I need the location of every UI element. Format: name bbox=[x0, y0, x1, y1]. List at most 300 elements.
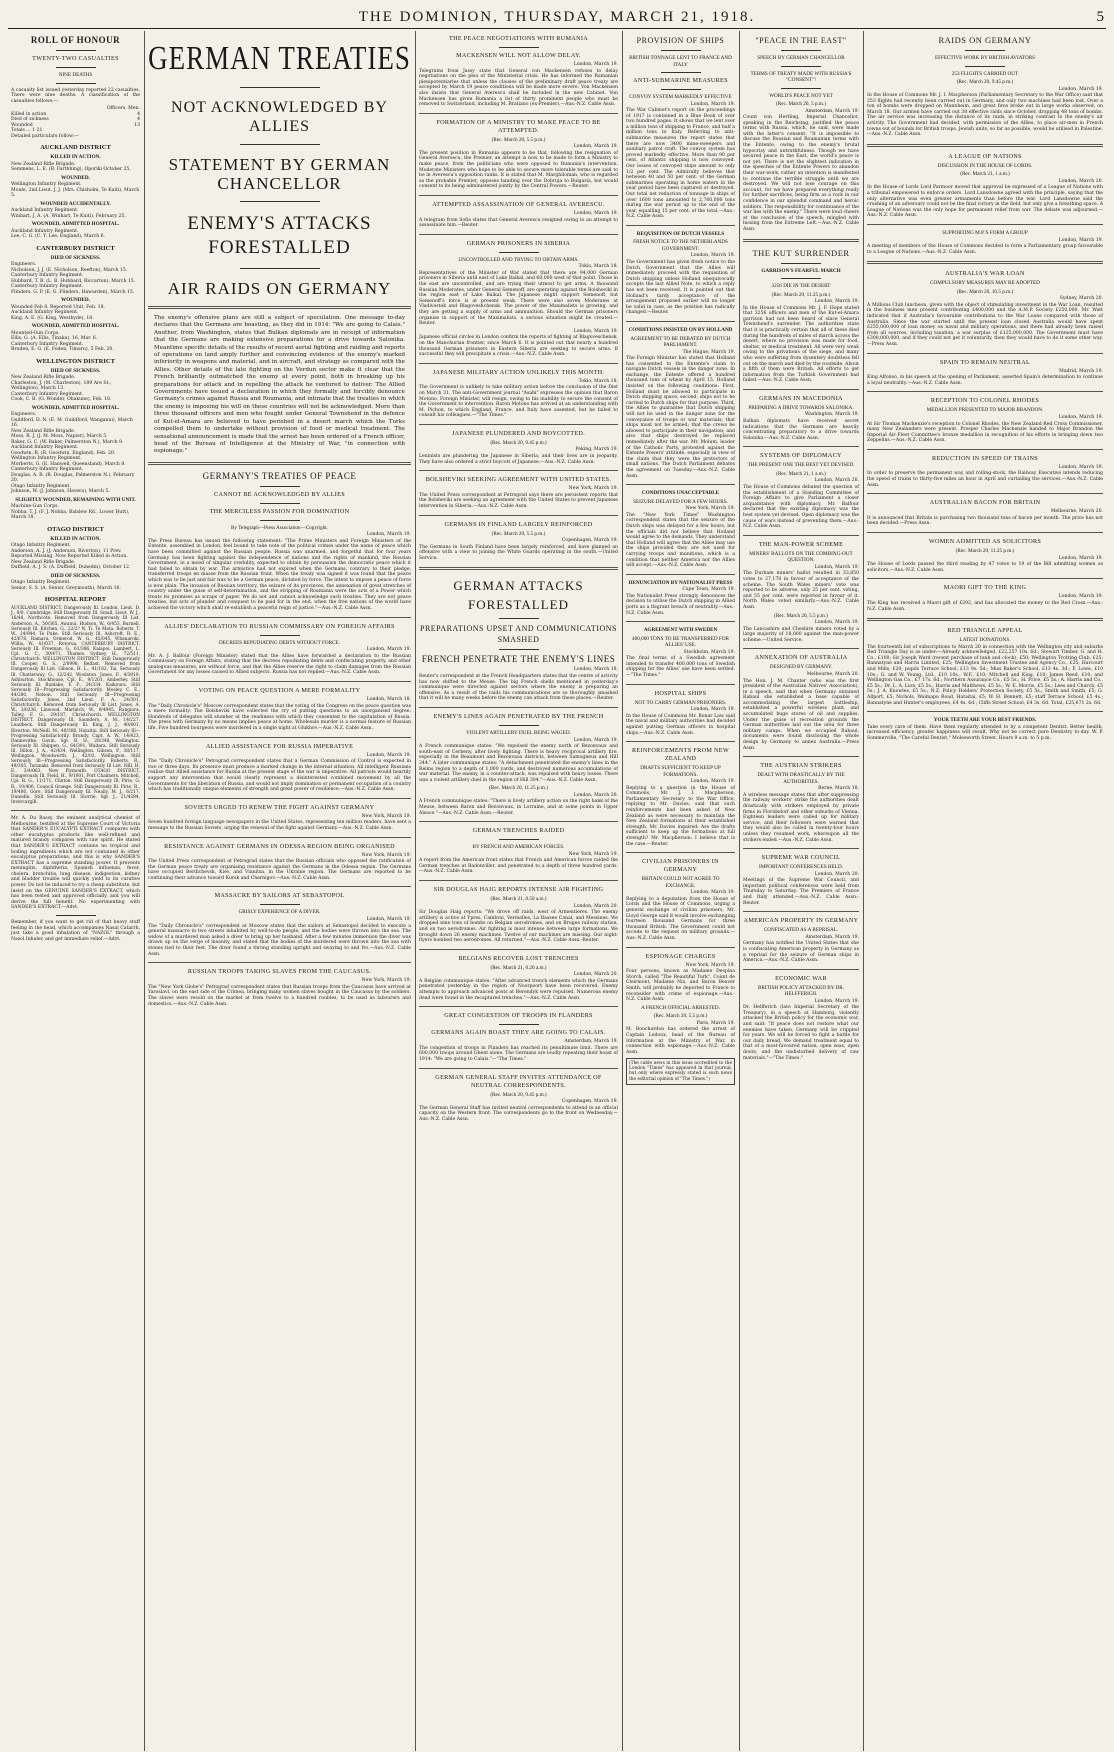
list-item: Nicholson, J. J. (E. Nicholson, Reefton), March 15. bbox=[11, 267, 128, 273]
headline-2: NOT ACKNOWLEDGED BY ALLIES bbox=[171, 99, 388, 135]
dateline: Peking, March 19. bbox=[575, 447, 618, 453]
dateline: (Rec. March 20, 5.5 p.m.) bbox=[491, 136, 546, 143]
dateline: (Rec. March 20, 5.5 p.m.) bbox=[774, 612, 828, 619]
dateline: London, March 19. bbox=[690, 890, 735, 896]
article-text: A telegram from Sofia states that General Averescu resigned owing to an attempt to assassinate him.—Reuter. bbox=[419, 217, 618, 229]
article-headline: A FRENCH OFFICIAL ARRESTED. bbox=[641, 1004, 720, 1011]
roll-sub2: NINE DEATHS bbox=[58, 72, 93, 78]
dateline: London, March 20. bbox=[573, 972, 618, 978]
article-text: A French communique states: "We repulsed the enemy north of Bezonvaux and south-east of Cerbeny, after lively fighting. There is heavy reciprocal artillery fire, especially in the Beaumont and Bezonvaux districts, between Samogneux and Hill 344." A later communique states: "A detachment penetrated the enemy's lines in the Reims region to a depth of 1,000 yards, and destroyed numerous accumulations of war material. The enemy, in a counter-attack, was repulsed with heavy losses. There was a violent artillery duel in the region of Hill 304."—Aus.-N.Z. Cable Assn. bbox=[419, 744, 618, 783]
article-headline: JAPANESE PLUNDERED AND BOYCOTTED. bbox=[451, 429, 586, 437]
article-text: The Government is unlikely to take military action before the conclusion of the Diet on March 31. The anti-Government journal "Asahi" expresses the opinion that Baron Motono, Foreign Minister, will resign, owing to his inability to secure the consent of the Government to intervention. Baron Motono has arrived at an understanding with M. Pichon, to which England, France, and Italy have assented, but he failed to consult his colleagues.—"The Times." bbox=[419, 385, 618, 419]
s5-text: Seven hundred foreign language newspapers in the United States, representing ten million readers, have sent a message to the Russian Soviets, urging the renewal of the fight against Germany.—Aus.-N.Z. Cable Assn. bbox=[148, 820, 411, 831]
article-text: A Millions Club luncheon, given with the object of stimulating investment in the War Loan, resulted in the business men present contributing £400,000 and the A.M.P. Society £250,000. Mr. Watt indicated that if Australia's favourable contributions to the War Loans compared with those of Australia. Since the war started until the present loan closed Australia would have spent £255,000,000 of loan money on naval and military operations, and there had already been raised from all sources, including taxation, a war surplus of £125,000,000. The Government must have £300,000,000, and if they could not get it voluntarily, then they would have to do it some other way.—Press Assn. bbox=[867, 302, 1103, 348]
list-item: Moss, R. J. (J. M. Moss, Napier), March 5. bbox=[11, 434, 108, 440]
casualty-category: KILLED IN ACTION. bbox=[50, 154, 101, 161]
article-text: Meetings of the Supreme War Council, and important political conferences were held from Thursday to Saturday. The Premiers of France and Italy attended.—Aus.-N.Z. Cable Assn.-Reuter. bbox=[743, 878, 859, 906]
article-headline: CONDITIONS UNACCEPTABLE bbox=[641, 490, 720, 497]
list-item: Otago Infantry Regiment. bbox=[11, 543, 71, 549]
dateline: London, March 19. bbox=[573, 144, 618, 150]
big-sub: PREPARATIONS UPSET AND COMMUNICATIONS SMASHED bbox=[420, 624, 617, 645]
headline-4: ENEMY'S ATTACKS FORESTALLED bbox=[187, 213, 372, 258]
s1-headline: GERMANY'S TREATIES OF PEACE bbox=[202, 470, 357, 481]
dateline: London, March 19. bbox=[1058, 555, 1103, 561]
list-item: Auckland Infantry Regiment. bbox=[11, 310, 79, 316]
list-item: Douglas, A. R. (R. Douglas, Palmerston N.), February 20. bbox=[11, 472, 135, 484]
roll-detail: Detailed particulars follow:— bbox=[11, 133, 80, 139]
list-item: Wounded Feb 8. Reported Unit, Feb. 18. bbox=[11, 304, 105, 310]
dateline: London, March 19. bbox=[1058, 237, 1103, 243]
article-headline: SUPPORTING M.P.'S FORM A GROUP bbox=[942, 230, 1028, 236]
dateline: Tokio, March 18. bbox=[578, 378, 618, 384]
dateline: Madrid, March 19. bbox=[1059, 368, 1103, 374]
c6-sub2: 253 FLIGHTS CARRIED OUT bbox=[951, 70, 1019, 77]
article-headline: ESPIONAGE CHARGES bbox=[645, 952, 716, 960]
article-text: Dr. Helfferich (late Imperial Secretary of the Treasury), in a speech at Hamburg, violently attacked the British policy for the economic war, and said: "If peace does not restore what our enemies have taken, Germany will be crippled for years. We will be forced to fight a battle for our daily bread. We demand treatment equal to that of a most-favoured nation, open seas, open doors, and the undisturbed delivery of raw materials."—"The Times." bbox=[743, 1005, 859, 1061]
district-heading: OTAGO DISTRICT bbox=[47, 525, 104, 533]
dateline: Copenhagen, March 19. bbox=[561, 538, 618, 544]
c4-title: PROVISION OF SHIPS bbox=[636, 36, 725, 45]
s7-date: London, March 19. bbox=[366, 916, 411, 922]
column-roll-of-honour bbox=[8, 31, 143, 1751]
article-headline: THE KUT SURRENDER bbox=[752, 247, 850, 258]
article-headline: BELGIANS RECOVER LOST TRENCHES bbox=[458, 954, 579, 962]
article-text: Japanese official circles in London confirm the reports of fighting at Blagoveschensk, on the Manchurian frontier, since March 6. It is pointed out that nearly a hundred thousand German prisoners in Eastern Siberia are seeking to secure arms. If successful they will precipitate a crisis.—Aus.-N.Z. Cable Assn. bbox=[419, 335, 618, 358]
s1-text: The Press Bureau has issued the following statement: "The Prime Ministers and Foreign Ministers of the Entente, assembled in London, feel bound to take note of the political crimes under the name of peace which have been committed against the Russian people. Russia was unarmed, and forgetful that for four years Germany has been fighting against the independence of nations and the rights of mankind, the Russian Government, in a mood of singular credulity, expected to obtain by persuasion the democratic peace which it had failed to obtain by war. The armistice had not expired when the Germans, contrary to their pledge, transferred troops en masse from the Russian front. When the treaty was signed it was found that the peace which was to be just and fair was to be a German peace, dictated by force. The intent to impose a peace of force is now plain. The invasion of Russian territory, the seizure of its provinces, the annexation of great stretches of country under the guise of self-determination, and the stripping of Roumania were the acts of a Power which treats its promises as scraps of paper. We do not and cannot acknowledge such treaties. They are not peace treaties, but acts of plunder and conquest to be paid for in the end, when the free nations of the world have achieved the victory which shall re-establish a peaceful reign of justice."—Aus.-N.Z. Cable Assn. bbox=[148, 538, 411, 611]
s2-headline: ALLIES' DECLARATION TO RUSSIAN COMMISSARY ON FOREIGN AFFAIRS bbox=[164, 622, 395, 630]
article-text: The Lancashire and Cheshire miners voted by a large majority of 18,000 against the man-power scheme.—United Service. bbox=[743, 626, 859, 643]
article-headline: REDUCTION IN SPEED OF TRAINS bbox=[932, 454, 1038, 462]
column-german-treaties bbox=[145, 31, 414, 1751]
article-headline: SUPREME WAR COUNCIL bbox=[761, 854, 841, 862]
list-item: New Zealand Rifle Brigade. bbox=[11, 161, 76, 167]
article-subhead: 3256 DIE IN THE DESERT bbox=[771, 283, 831, 290]
list-item: Auckland Infantry Regiment. bbox=[11, 208, 79, 214]
masthead bbox=[8, 6, 1106, 29]
list-item: Guildford, D. N. (E. M. Guildford, Wanganui), March 16. bbox=[11, 417, 133, 429]
article-subhead: GARRISON'S FEARFUL MARCH bbox=[761, 267, 841, 274]
c5-sub2: TERMS OF TREATY MADE WITH RUSSIA'S "CONSENT"! bbox=[750, 70, 852, 83]
list-item: Canterbury Infantry Regiment. bbox=[11, 467, 84, 473]
s3-text: The "Daily Chronicle's" Moscow correspondent states that the voting of the Congress on the peace question was a mere formality. The Bolsheviki have collected the cry of putting questions to an unorganised degree. Hundreds of delegates will slumber at the readiness with which they consented to the capitulation of Russia. The press with Germany by no means implies peace at home. Wholesale murder is a normal feature of Russian life. Five hundred bourgeois were murdered in a single night at Glukhov.—Aus.-N.Z. Cable Assn. bbox=[148, 703, 411, 731]
article-text: The Germans in South Finland have been largely reinforced, and have planned an offensive with a view to joining the White Guards operating in the south.—United Service. bbox=[419, 544, 618, 561]
article-text: The House of Lords passed the third reading by 47 votes to 19 of the Bill admitting women as solicitors.—Aus.-N.Z. Cable Assn. bbox=[867, 562, 1103, 573]
s5-date: New York, March 19. bbox=[361, 813, 411, 819]
article-text: A wireless message states that after suppressing the railway workers' strike the authorities dealt drastically with strikers employed by private firms in Floridsdorf and other suburbs of Vienna. Eighteen leaders were called up for military service, and their followers were warned that they would also be called in twenty-four hours unless they resumed work, whereupon all the strikers ended.—Aus.-N.Z. Cable Assn. bbox=[743, 792, 859, 843]
dateline: London, March 19. bbox=[690, 101, 735, 107]
editorial-note: (The cable news in this issue accredited to the London "Times" has appeared in that journal, but only where expressly stated is such news the editorial opinion of "The Times.") bbox=[629, 1061, 732, 1082]
casualty-table bbox=[11, 112, 140, 129]
article-subhead: NOT TO CARRY GERMAN PRISONERS. bbox=[634, 699, 727, 706]
dateline: New York, March 19. bbox=[685, 962, 735, 968]
roll-total: Totals ... 1 21 bbox=[11, 128, 43, 134]
article-text: M. Bouchardon has ordered the arrest of Captain Ledoux, head of the Bureau of Information at the Ministry of War, in connection with espionage.—Aus.-N.Z. Cable Assn. bbox=[626, 1027, 735, 1055]
article-subhead: DEALT WITH DRASTICALLY BY THE AUTHORITIES. bbox=[757, 772, 845, 785]
article-headline: SYSTEMS OF DIPLOMACY bbox=[760, 452, 842, 460]
article-headline: ANNEXATION OF AUSTRALIA bbox=[754, 654, 848, 662]
dateline: (Rec. March 21, 0.50 a.m.) bbox=[490, 896, 547, 903]
column-raids-on-germany bbox=[864, 31, 1106, 1751]
list-item: Johnson, W. (J. Johnson, Havera), March 5. bbox=[11, 489, 110, 495]
s2-date: London, March 19. bbox=[366, 647, 411, 653]
article-headline: GERMAN TRENCHES RAIDED bbox=[472, 827, 565, 835]
c4-sub: BRITISH TONNAGE LENT TO FRANCE AND ITALY bbox=[629, 55, 732, 68]
list-item: Duffield, A. J. S. (A. Duffield, Dunedin), October 12. bbox=[11, 565, 131, 571]
article-text: The German General Staff has invited neutral correspondents to attend in an official capacity on the Western front. The correspondents go to the front on Wednesday.—Aus.-N.Z. Cable Assn. bbox=[419, 1105, 618, 1122]
article-text: The Hon. J. M. Chanter (who was the first president of the Australian Natives' Association), in a speech, said that when Germany obtained Rabaul she established a base capable of accommodating the largest battleship, established a powerful wireless plant, and accumulated huge stores of oil and supplies. Under the guise of recreation grounds the German authorities laid out the area for three military camps. When we occupied Rabaul, documents were found disclosing the whole design by Germany to annex Australia.—Press Assn. bbox=[743, 678, 859, 751]
article-headline: GERMANS IN FINLAND LARGELY REINFORCED bbox=[444, 520, 593, 528]
list-item: Wellington Infantry Regiment. bbox=[11, 182, 82, 188]
list-item: Moule, 2nd Lieut. J. J. (Mrs. Chisholm, Te Kuiti), March 5. bbox=[11, 187, 140, 199]
casualty-category: DIED OF SICKNESS. bbox=[50, 254, 101, 261]
article-text: The "New York Times" Washington correspondent states that the seizure of the Dutch ships was delayed for a few hours, but the officials did not believe that Holland would agree to the demands. They understand that Holland will agree that the Allies may use the ships provided they are not used for carrying troops and munitions, which is a condition that neither America nor the Allies will accept.—Aus.-N.Z. Cable Assn. bbox=[626, 512, 735, 569]
hospital-title: HOSPITAL REPORT bbox=[44, 596, 107, 604]
s6-date: New York, March 19. bbox=[361, 852, 411, 858]
s1-byline: By Telegraph—Press Association—Copyright. bbox=[230, 524, 329, 531]
article-subhead: PREPARING A DRIVE TOWARDS SALONIKA. bbox=[748, 404, 854, 411]
hospital-text: AUCKLAND DISTRICT. Dangerously Ill. London, Lieut. D. J., 8/0, Cambridge. Still Dangerously Ill. Small, Lieut. W. J., 16/48, Northcote. Removed from Dangerously Ill List. Anderson, A., 50/365, Awanui. Hudson, W., 6/453, Burnell. Seriously Ill. Kitchen, G., 22/2? N. Ti. Te Mata. Roberts, T. W., 24/944, Te Puke. Still Seriously Ill. Ashcroft, R. E., 42/678, Ramaru. Ormerod, W. G., 45/045, Whanaroki. Willis, W., 41/037, Rotorua. CANTERBURY DISTRICT. Seriously Ill. Freeman, G., 61/386, Kaiapoi. Lambert, L. Cpl. G. C., 30/471, Thames. Sydney, H., 72/511, Christchurch. WELLINGTON DISTRICT. Still Dangerously Ill. Cooper, G. S., 2/0998, Belfast. Removed from Dangerously Ill List. Gibson, H. L., 41/182, Tai. Seriously Ill. Chatterway, G., 12/242, Woolston. Jones, F., 4/3019, Ashburton. Stockhouse, Cpl. E., 9/1201, Amberley. Still Seriously Ill. Bunlake, F. F., 24/334, Kaikoura. Still Seriously Ill—Progressing Satisfactorily. Mosley, C. E., 44/280, Nelson. Still Seriously Ill—Progressing Satisfactorily. Jones, 2nd Lieut. F. A., 24/301, Christchurch. Removed from Seriously Ill List. Jones, A. W., 3/0236, Linwood. Marlatch, W., 9/4945, Rangiora. Talley, F. G., 29/187, Christchurch. WELLINGTON DISTRICT. Dangerously Ill. Saunders, A. M., 14/227, Leadbeck. Still Dangerously Ill. King, J. J., 40/401, Riverton. McNeill, M., 40/306, Hataitai. Still Seriously Ill—Progressing Satisfactorily. Brundy, Capt. A. W., 14/423, Dannevirke. Gavin, Sgt. R. H., 28/348, Wellington. Seriously Ill. Shippen, G., 64/391, Waitara. Still Seriously Ill. Dillon, J. A., 42/434, Wellington. Gibson, P., 38/117, Wellington. Woodworth, J., 42/03, Wellington. Still Seriously Ill—Progressing Satisfactorily. Roberts, R., 49/305, Taranaki. Removed from Seriously Ill List. Hill, H. E., 3/4/063, New Plymouth. OTAGO DISTRICT. Dangerously Ill. Field, H., 9/1001, Port Chalmers. Mitchell, Cpl. R. G., 11/171, Clinton. Still Dangerously Ill. Pirie, G. R., 10/406, Council Grange. Still Dangerously Ill. Pirie, R., 19/406, Gore. Still Dangerously Ill. Neally, M. J., 6/217, Dunedin. Still Seriously Ill. Storrie, Sgt. J., 21/4384, Invercargill. bbox=[11, 606, 140, 805]
article-subhead: FRESH NOTICE TO THE NETHERLANDS GOVERNMENT. bbox=[633, 239, 728, 252]
dateline: London, March 19. bbox=[814, 564, 859, 570]
list-item: New Zealand Rifle Brigade. bbox=[11, 559, 76, 565]
dateline: London, March 20. bbox=[573, 792, 618, 798]
article-text: The King has received a Maori gift of £292, and has allocated the money to the Red Cross.—Aus.-N.Z. Cable Assn. bbox=[867, 600, 1103, 612]
table-head: Officers. Men. bbox=[106, 106, 140, 112]
dateline: (Rec. March 20, 10.5 p.m.) bbox=[956, 288, 1014, 295]
article-headline: AGREEMENT WITH SWEDEN bbox=[643, 627, 718, 634]
list-item: Flinders, G. P. (E. G. Flinders, Hawarden), March 15. bbox=[11, 289, 135, 295]
dateline: London, March 19. bbox=[1058, 464, 1103, 470]
article-text: Telegrams from Jassy state that General von Mackensen refuses to delay negotiations on the plea of the Ministerial crisis. He has informed the Rumanian plenipotentiaries that unless the clauses of the preliminary draft peace treaty are accepted by March 19 peace conditions will be made more severe. Von Mackensen also insists that General Averescu shall be included in the new Cabinet. Von Mackensen has given Rumania a list of thirty prominent people who must be removed to Switzerland, including M. Bratiano (ex-Premier).—Aus.-N.Z. Cable Assn. bbox=[419, 68, 618, 108]
column-peace-in-the-east bbox=[740, 31, 862, 1751]
article-text: The Foreign Minister has stated that Holland has consented to the Entente's claim to navigate Dutch vessels in the danger zone. In exchange, the Entente offered a hundred thousand tons of wheat by April 15. Holland insisted on the following conditions: First, Holland must be allowed to participate in Dutch shipping space, second, ships not to be carried to Dutch ships for that purpose. Third, the Allies to guarantee that Dutch shipping will not be used in the danger zone for the conveyance of troops or war materials; that ships must not be armed; that the crews be allowed to participate in their navigation; and also that ships destroyed be replaced immediately after the war. Mr. Molum, leader of the Catholic Party, protested against the Entente Powers' attitude, especially in view of the claim that they were the protectors of small nations. The Dutch Parliament debates the agreement on Tuesday.—Aus.-N.Z. Cable Assn. bbox=[626, 356, 735, 479]
article-text: In order to preserve the permanent way and rolling-stock, the Railway Executive intends reducing the speed of trains to thirty-five miles an hour in April and curtailing the services.—Aus.-N.Z. Cable Assn. bbox=[867, 471, 1103, 488]
dateline: Sydney, March 20. bbox=[1059, 296, 1103, 302]
article-headline: HOSPITAL SHIPS bbox=[654, 689, 707, 697]
dateline: (Rec. March 21, 1 a.m.) bbox=[960, 171, 1010, 178]
article-headline: ECONOMIC WAR bbox=[775, 974, 827, 982]
article-subhead: BY FRENCH AND AMERICAN FORCES. bbox=[472, 844, 565, 851]
dateline: (Rec. March 20, 9.45 p.m.) bbox=[956, 79, 1014, 85]
casualty-category: DIED OF SICKNESS. bbox=[50, 572, 101, 579]
column-provision-of-ships bbox=[623, 31, 738, 1751]
district-heading: CANTERBURY DISTRICT bbox=[36, 244, 115, 252]
list-item: Machine-Gun Corps. bbox=[11, 504, 59, 510]
ad-eucalypti: Mr. A. Du Bassy, the eminent analytical chemist of Melbourne, testified at the Supreme Court of Victoria that SANDER'S EUCALYPTI EXTRACT compares with other eucalyptus products like well-refined and matured brandy compares with raw spirit. He stated that SANDER'S EXTRACT contains no tropical and boiling ingredients which are not contained in other eucalyptus preparations, and this is why SANDER'S EXTRACT has a supreme standing power. It prevents meningitis, diphtheria, Spanish influenza, fever, cholera, bronchitis, lung disease, indigestion, kidney and bladder trouble will quickly yield to its curative power. Do not be induced to try a cheap substitute, but insist on the GENUINE SANDER'S EXTRACT, which has been tested and approved officially, and you will derive the full benefit. No experimenting with SANDER'S EXTRACT.—Advt. bbox=[11, 815, 140, 911]
casualty-category: WOUNDED, ADMITTED HOSPITAL. bbox=[31, 404, 120, 411]
article-text: It is announced that Britain is purchasing two thousand tons of bacon per month. The price has not been decided.—Press Assn. bbox=[867, 515, 1103, 527]
list-item: Bruden, E. G. (E. Foden, Timaru), 5 Feb. 20. bbox=[11, 347, 114, 353]
headline-3: STATEMENT BY GERMAN CHANCELLOR bbox=[168, 155, 391, 193]
dateline: London, March 19. bbox=[573, 211, 618, 216]
dateline: (Rec. March 20, 5.5 p.m.) bbox=[491, 530, 546, 537]
dateline: Amsterdam, March 19. bbox=[805, 934, 859, 940]
article-headline: AMERICAN PROPERTY IN GERMANY bbox=[743, 917, 859, 925]
article-headline: FORMATION OF A MINISTRY TO MAKE PEACE TO BE ATTEMPTED. bbox=[436, 118, 601, 134]
page-number: 5 bbox=[1096, 9, 1104, 25]
article-subhead: IMPORTANT CONFERENCES HELD. bbox=[758, 864, 844, 871]
article-text: The Government has given fresh notice to the Dutch Government that the Allies will immediately proceed with the requisition of Dutch shipping unless Holland unequivocally accepts the last Allied Note, to which a reply has not been received. It is pointed out that Holland's tardy acceptance of the arrangement proposed earlier will no longer be valid in case, as the position has radically changed.—Reuter. bbox=[626, 260, 735, 316]
list-item: Goodwin, R. (R. Goodwin, England), Feb. 20. bbox=[11, 450, 116, 456]
article-text: The Nationalist Press strongly denounces the decision to utilise the Dutch shipping in Allied ports as a flagrant breach of neutrality.—Aus.-N.Z. Cable Assn. bbox=[626, 593, 735, 616]
dateline: (Rec. March 20, 9.45 p.m.) bbox=[490, 439, 547, 446]
article-headline: ATTEMPTED ASSASSINATION OF GENERAL AVERESCU. bbox=[432, 201, 605, 208]
article-headline: THE AUSTRIAN STRIKERS bbox=[760, 762, 842, 770]
big-sub2: FRENCH PENETRATE THE ENEMY'S LINES bbox=[421, 654, 616, 665]
article-text: A French communique states: "There is lively artillery action on the right bank of the Meuse, between Baron and Bezonvaux, in Lorraine, and at some points in Upper Alsace."—Aus.-N.Z. Cable Assn.—Reuter. bbox=[419, 799, 618, 816]
article-text: King Alfonso, in his speech at the opening of Parliament, asserted Spain's determination to continue a loyal neutrality.—Aus.-N.Z. Cable Assn. bbox=[867, 375, 1103, 386]
article-subhead: VIOLENT ARTILLERY DUEL BEING WAGED. bbox=[466, 730, 571, 737]
dateline: London, March 19. bbox=[690, 253, 735, 259]
article-subhead: UNCONTROLLED AND TRYING TO OBTAIN ARMS. bbox=[458, 256, 579, 263]
list-item: Engineers. bbox=[11, 262, 37, 268]
s1-sub2: THE MERCILESS PASSION FOR DOMINATION bbox=[209, 507, 350, 515]
s7-text: The "Daily Chronicle's" correspondent at Moscow states that the sailors at Sebastopol decided to execute a general massacre in two streets inhabited by well-to-do people, and the bodies were thrown into the sea. The widow of a murdered man asked a diver to bring up her husband. After a few minutes immersion the diver was drawn up on the verge of insanity, and stated that the bodies of the murdered were thrown into the sea with stones tied to their feet. The diver found a throng standing upright and swaying to and fro.—Aus.-N.Z. Cable Assn. bbox=[148, 923, 411, 957]
article-subhead: DRAFTS SUFFICIENT TO KEEP UP FORMATIONS. bbox=[640, 765, 721, 778]
dateline: London, March 20. bbox=[573, 903, 618, 909]
article-text: The congestion of troops in Flanders has reached its penultimate limit. There are 600,000 troops around Ghent alone. The Germans are loudly repeating their boast of 1914: "We are going to Calais."—"The Times." bbox=[419, 1045, 618, 1062]
article-subhead: CONFISCATED AS A REPRISAL. bbox=[763, 927, 839, 934]
ad-nazol: Remember, if you want to get rid of that heavy stuff feeling in the head, which accompanies Nasal Catarrh, just take a good inhalation of "NAZOL" through a Nazol Inhaler, and get immediate relief.—Advt. bbox=[11, 920, 140, 942]
dateline: London, March 18. bbox=[573, 667, 618, 673]
list-item: Otago Infantry Regiment. bbox=[11, 580, 71, 586]
casualty-category: WOUNDED. bbox=[61, 174, 90, 181]
list-item: Auckland Infantry Regiment. bbox=[11, 445, 79, 451]
dateline: London, March 19. bbox=[1058, 414, 1103, 420]
article-text: Balkan diplomats have received secret indications that the Germans are heavily concentrating preparatory to a drive towards Salonika.—Aus.-N.Z. Cable Assn. bbox=[743, 419, 859, 441]
dateline: Amsterdam, March 19. bbox=[564, 1039, 618, 1045]
list-item: Morberts, G. (E. Hanwell, Queensland), March 8. bbox=[11, 461, 126, 467]
s2-text: Mr. A. J. Balfour (Foreign Minister) stated that the Allies have forwarded a declaration to the Russian Commissary on Foreign Affairs, stating that the decrees repudiating debts and confiscating property, and other analogous measures, are without force, and that the Allies reserve the right to claim damages from the Russian Government for any losses caused to Allied subjects. Russia has not replied.—Aus.-N.Z. Cable Assn. bbox=[148, 653, 411, 676]
s4-text: The "Daily Chronicle's" Petrograd correspondent states that a German Commission of Control is expected in two or three days. Its presence must produce a marked change in the internal situation. All intelligent Russians realise that Allied assistance for Russia at the present stage of the war is imperative. All patriots would heartily support any intervention that would clearly represent a disinterested combined movement by all the Governments for the liberation of Russia, and would not imply domination or permanent occupation of a country which has traditionally unique elements of strength and great power of resilience.—Aus.-N.Z. Cable Assn. bbox=[148, 759, 411, 793]
dateline: The Hague, March 19. bbox=[682, 349, 735, 355]
list-item: Ellis, G. (A. Ellis, Tinaka), 16, Mar. 6. bbox=[11, 336, 98, 342]
dateline: Melbourne, March 20. bbox=[806, 671, 859, 677]
article-headline: CONDITIONS INSISTED ON BY HOLLAND bbox=[628, 327, 733, 333]
dateline: Tokio, March 18. bbox=[578, 264, 618, 270]
ad-dentist-text: Take every care of them. Have them regularly attended to by a competent Dentist. Better health, increased efficiency, greater happiness will result. Why not be correct pure Dentistry to-day. W. P. Sommerville, "The Careful Dentist," Molesworth Street. Hours 9 a.m. to 5 p.m. bbox=[867, 724, 1103, 741]
dateline: Amsterdam, March 19. bbox=[805, 108, 859, 114]
dateline: London, March 19. bbox=[814, 620, 859, 626]
casualty-category: DIED OF SICKNESS. bbox=[50, 367, 101, 374]
casualty-category: WOUNDED, ADMITTED HOSPITAL. bbox=[31, 221, 120, 228]
c4-sub2: ANTI-SUBMARINE MEASURES bbox=[633, 77, 728, 84]
dateline: Washington, March 19. bbox=[804, 412, 859, 418]
roll-intro: A casualty list issued yesterday reported 22 casualties. There were nine deaths. A classification of the casualties follows:— bbox=[11, 87, 140, 104]
c4-sub3: CONVOY SYSTEM MARKEDLY EFFECTIVE bbox=[629, 94, 732, 100]
article-subhead: LATEST DONATIONS. bbox=[959, 637, 1011, 644]
dateline: (Rec. March 20, 11.25 p.m.) bbox=[771, 291, 831, 298]
article-headline: THE MAN-POWER SCHEME bbox=[758, 540, 844, 548]
article-text: The House of Commons debated the question of the establishment of a Standing Committee of Foreign Affairs to give Parliament a closer acquaintance with diplomacy. Mr. Balfour declared that the existing diplomacy was the best system yet devised. Open diplomacy was the cause of wars instead of preventing them.—Aus.-N.Z. Cable Assn. bbox=[743, 485, 859, 530]
casualty-category: SLIGHTLY WOUNDED, REMAINING WITH UNIT. bbox=[15, 496, 136, 503]
list-item: Hubbard, T. B. (L. B. Hubbard, Riccarton), March 15. bbox=[11, 278, 136, 284]
column-peace-negotiations bbox=[416, 31, 621, 1751]
casualty-category: WOUNDED ACCIDENTALLY. bbox=[40, 200, 111, 207]
dateline: London, March 19. bbox=[573, 737, 618, 743]
dateline: (Rec. March 20, 5.5 p.m.) bbox=[653, 1013, 708, 1020]
article-subhead: SEIZURE DELAYED FOR A FEW HOURS. bbox=[633, 498, 728, 505]
casualty-category: WOUNDED, ADMITTED HOSPITAL. bbox=[31, 323, 120, 330]
headline-main: GERMAN TREATIES bbox=[148, 39, 411, 77]
list-item: Wellington Infantry Regiment. bbox=[11, 456, 82, 462]
list-item: Auckland Infantry Regiment. bbox=[11, 228, 79, 234]
article-text: The Durham miners' ballot resulted in 33,850 votes to 27,178 in favour of acceptance of the scheme. The South Wales miners' vote was reported to be adverse, only 25 per cent. voting, and 55 per cent. were reported in favour of it. North Wales voted similarly.—Aus.-N.Z. Cable Assn. bbox=[743, 571, 859, 610]
article-text: The final terms of a Swedish agreement intended to transfer 400,000 tons of Swedish shipping for the Allies' use have been settled.—"The Times." bbox=[626, 656, 735, 679]
article-headline: BOLSHEVIKI SEEKING AGREEMENT WITH UNITED STATES. bbox=[425, 476, 612, 484]
article-headline: RED TRIANGLE APPEAL bbox=[947, 627, 1023, 635]
s8-date: New York, March 19. bbox=[361, 978, 411, 984]
table-row: Died of sickness 4 bbox=[11, 117, 140, 123]
article-text: At Sir Thomas Mackenzie's reception to Colonel Rhodes, the New Zealand Red Cross Commissioner, many New Zealanders were present. Prosper Charles Mackenzie handed to Major Brandon the Imperial Air Fleet Committee's bronze medallion in recognition of his efforts in bringing down two Zeppelins.—Aus.-N.Z. Cable Assn. bbox=[867, 421, 1103, 444]
article-subhead: DISCUSSION IN THE HOUSE OF LORDS. bbox=[937, 162, 1033, 169]
article-text: Sir Douglas Haig reports: "We drove off raids, west of Armentieres. The enemy artillery is active at Ypres, Cambrai, Vermelles, La Bassee Canal, and Messines. We dropped nine tons of bombs on Belgian aerodromes, and on Bruges railway station, and on two aerodromes. Air fighting is most intense between large formations. We brought down 26 enemy machines. Twelve of our machines are missing. Our night-flyers bombed two aerodromes. All returned."—Aus.-N.Z. Cable Assn.-Reuter. bbox=[419, 910, 618, 944]
article-headline: GERMAN GENERAL STAFF INVITES ATTENDANCE OF NEUTRAL CORRESPONDENTS. bbox=[435, 1073, 602, 1089]
article-text: In the House of Commons Mr. J. I. Macpherson (Parliamentary Secretary to the War Office) said that 253 flights had recently been carried out in Germany, and only two machines had been lost. Over a ton of bombs were dropped on Mannheim, and great fires broke out in large works observed, on March 18. Our airmen have carried out 38 effective raids since October, dropping 48 tons of bombs. The air service was increasing the distance of its raids, in striking contrast to the enemy's air activity. The Government had decided, with permission of the Allies, to place air-men in French towns out of bounds for British troops. Jewish units, so far as possible, would be utilised in Palestine.—Aus.-N.Z. Cable Assn. bbox=[867, 93, 1103, 138]
s7-headline: MASSACRE BY SAILORS AT SEBASTOPOL bbox=[214, 892, 345, 900]
masthead-title: THE DOMINION, THURSDAY, MARCH 21, 1918. bbox=[358, 9, 756, 25]
article-text: A report from the American front states that French and American forces raided the German trenches at Badonviller, and penetrated to a depth of three hundred yards.—Aus.-N.Z. Cable Assn. bbox=[419, 858, 618, 875]
c5-sub3: WORLD'S PEACE NOT YET bbox=[769, 92, 833, 99]
article-headline: GERMAN PRISONERS IN SIBERIA bbox=[466, 239, 571, 247]
list-item: King, A. E. (G. King, Westbyde), 18. bbox=[11, 315, 94, 321]
article-text: Representatives of the Minister of War stated that there are 94,000 German prisoners in Siberia until east of Lake Baikal, and 60,000 west of that point. Those in the east are uncontrolled, and are trying their utmost to get arms. A thousand Russian Moderates, under General Semenoff, are operating against the Bolsheviki in the region east of Lake Baikal. The Japanese might support Semenoff, but Semenoff's force is at present weak. There were also seven Moderates at Vladivostok and Blagoveshchensk. The power of the Maximalists is growing, and they are getting a supply of arms and ammunition. Should the German prisoners organise in support of the Maximalists, a serious situation might be created.—Reuter. bbox=[419, 270, 618, 327]
article-headline: MAORI GIFT TO THE KING bbox=[943, 584, 1027, 592]
article-text: Leninists are plundering the Japanese in Siberia, and their lives are in jeopardy. They have also ordered a strict boycott of Japanese.—Aus.-N.Z. Cable Assn. bbox=[419, 454, 618, 465]
article-text: The United Press correspondent at Petrograd says there are persistent reports that the Bolsheviki are seeking an agreement with the United States to prevent Japanese intervention in Siberia.—Aus.-N.Z. Cable Assn. bbox=[419, 492, 618, 509]
article-subhead: BRITAIN COULD NOT AGREE TO EXCHANGE. bbox=[641, 876, 720, 889]
s4-date: London, March 19. bbox=[366, 752, 411, 758]
dateline: Copenhagen, March 19. bbox=[561, 1099, 618, 1105]
dateline: London, March 20. bbox=[814, 478, 859, 484]
dateline: Melbourne, March 20. bbox=[1050, 509, 1103, 515]
article-headline: WOMEN ADMITTED AS SOLICITORS bbox=[928, 538, 1042, 546]
article-subhead: AGREEMENT TO BE DEBATED BY DUTCH PARLIAMENT. bbox=[630, 335, 731, 348]
dateline: (Rec. March 20, 11.25 p.m.) bbox=[955, 548, 1015, 555]
list-item: Canterbury Infantry Regiment. bbox=[11, 391, 84, 397]
intro-text: The enemy's offensive plans are still a subject of speculation. One message to-day declares that the Germans are boasting, as they did in 1914: "We are going to Calais." Another, from Washington, states that Bulkan diplomats are in receipt of information that the Germans are making extensive preparations for a drive towards Salonika. Meantime specific details of the results of recent aerial fighting and raiding and reports of operations on land amply further and convincing evidence of the enemy's marked inferiority in weapons and material, and in aircraft, and strategy as compared with the Allies. Other details of the late fighting on the Verdun sector make it clear that the French brilliantly outmatched the enemy at every point, both in breaking up his preparations for attack and in repelling the attack he ventured to deliver. The Allied Governments have issued a declaration in which they formally and forcibly denounce Germany's crimes against Russia and Roumania, and intimate that the treaties in which the enemy is imposing his will on these countries will not be acknowledged. More than three thousand officers and men who fought under General Townshend in the defence of Kut-el-Amara are believed to have perished in a desert march which the Turks compelled them to undertake without provision of food or medical treatment. The sensational announcement is made that the arrest has been ordered of a French officer, head of the Bureau of Intelligence at the Ministry of War, "in connection with espionage." bbox=[154, 315, 405, 455]
s8-headline: RUSSIAN TROOPS TAKING SLAVES FROM THE CAUCASUS. bbox=[187, 968, 372, 976]
article-headline: DENUNCIATION BY NATIONALIST PRESS bbox=[628, 579, 733, 586]
dateline: London, March 19. bbox=[573, 62, 618, 67]
table-row: Wounded 13 bbox=[11, 122, 140, 128]
list-item: Anderson, A. J. (J. Anderson, Riverton), 11 Prev. Reported Missing, Now Reported Killed in Action. bbox=[11, 548, 128, 560]
dateline: Cape Town, March 19. bbox=[682, 587, 735, 593]
article-text: Germany has notified the United States that she is confiscating American property in Germany as a reprisal for the seizure of German ships in America.—Aus.-N.Z. Cable Assn. bbox=[743, 941, 859, 964]
dateline: (Rec. March 21, 1 a.m.) bbox=[776, 470, 826, 477]
roll-sub: TWENTY-TWO CASUALTIES bbox=[32, 55, 119, 62]
list-item: Mounted-Gun Corps. bbox=[11, 330, 60, 336]
s3-date: London, March 18. bbox=[366, 697, 411, 702]
s2-sub: DECREES REPUDIATING DEBTS WITHOUT FORCE. bbox=[219, 639, 340, 646]
article-text: In the House of Lords Lord Parmoor moved that approval be expressed of a League of Nations with a tribunal empowered to enforce orders. Lord Lansdowne agreed with the principle, saying that the only alternative was even greater armaments than before the war. Lord Lansdowne said the crushing of an adversary could not be the final victory in the field, but only give a breathing space. A League of Nations was the only hope for permanent relief from war. The debate was adjourned.—Aus.-N.Z. Cable Assn. bbox=[867, 185, 1103, 219]
dateline: London, March 19. bbox=[690, 707, 735, 713]
casualty-category: WOUNDED. bbox=[61, 297, 90, 304]
list-item: Lee, C. G. (C. Y. Lee, England), March 6. bbox=[11, 234, 106, 240]
list-item: Baker, G. C. (W. Baker, Palmerston N.), March 9. bbox=[11, 439, 124, 445]
big-headline: GERMAN ATTACKS FORESTALLED bbox=[453, 578, 584, 613]
c3-title: THE PEACE NEGOTIATIONS WITH RUMANIA bbox=[449, 35, 588, 42]
article-subhead: THE PRESENT ONE THE BEST YET DEVISED. bbox=[747, 462, 855, 469]
article-text: Reuter's correspondent at the French Headquarters states that the centre of activity has now shifted to the Meuse. The big French shells mentioned in yesterday's communique were directed against sectors where the enemy is preparing an offensive. As a result of the raids his communications are so thoroughly smashed that it will be many weeks before the enemy can attack from these places.—Reuter. bbox=[419, 674, 618, 702]
article-headline: GERMANS AGAIN BOAST THEY ARE GOING TO CALAIS. bbox=[431, 1029, 606, 1037]
dateline: London, March 19. bbox=[814, 998, 859, 1004]
list-item: Cook, C. B. (G. Wonder, Ohakune), Feb. 18. bbox=[11, 397, 112, 403]
dateline: Berne, March 18. bbox=[818, 786, 859, 792]
article-text: In the House of Commons Mr. Bonar Law said the naval and military authorities had decided against putting German officers in hospital ships.—Aus.-N.Z. Cable Assn. bbox=[626, 713, 735, 736]
casualty-category: KILLED IN ACTION. bbox=[50, 535, 101, 542]
c5-title: "PEACE IN THE EAST" bbox=[755, 36, 847, 45]
dateline: (Rec. March 20, 9.45 p.m.) bbox=[490, 1091, 547, 1098]
list-item: New Zealand Rifle Brigade. bbox=[11, 428, 76, 434]
dateline: London, March 19. bbox=[1058, 86, 1103, 92]
list-item: Canterbury Infantry Regiment. bbox=[11, 273, 84, 279]
article-headline: REQUISITION OF DUTCH VESSELS bbox=[636, 230, 725, 237]
districts bbox=[11, 144, 140, 591]
article-subhead: MEDALLION PRESENTED TO MAJOR BRANDON. bbox=[926, 407, 1044, 414]
article-headline: SIR DOUGLAS HAIG REPORTS INTENSE AIR FIGHTING bbox=[433, 886, 604, 894]
list-item: Engineers. bbox=[11, 412, 37, 418]
dateline: (Rec. March 20, 11.25 p.m.) bbox=[489, 785, 548, 792]
s6-text: The United Press correspondent at Petrograd states that the Russian officials who opposed the ratification of the German peace treaty are organising resistance against the Germans in the Odessa region. The Germans have occupied Berdichevsk, Kiev, and Vinnitsa, in the Ukraine region. The Germans are reported to be continuing their advance toward Kursk and Chernigov.—Aus.-N.Z. Cable Assn. bbox=[148, 859, 411, 881]
s4-headline: ALLIED ASSISTANCE FOR RUSSIA IMPERATIVE bbox=[205, 742, 354, 750]
list-item: Charleston, J. (M. Charleston), 189 Are St., Wellington), March 13. bbox=[11, 380, 112, 392]
article-headline: AUSTRALIA'S WAR LOAN bbox=[945, 270, 1025, 278]
c6-title: RAIDS ON GERMANY bbox=[938, 35, 1032, 45]
c6-sub: EFFECTIVE WORK BY BRITISH AVIATORS bbox=[934, 55, 1036, 61]
dateline: London, March 20. bbox=[1058, 178, 1103, 184]
ad-dentist-title: YOUR TEETH ARE YOUR BEST FRIENDS. bbox=[933, 717, 1037, 724]
article-headline: ENEMY'S LINES AGAIN PENETRATED BY THE FRENCH bbox=[433, 713, 604, 721]
article-headline: CIVILIAN PRISONERS IN GERMANY bbox=[642, 858, 719, 874]
district-heading: AUCKLAND DISTRICT bbox=[40, 144, 111, 152]
article-subhead: DESIGNED BY GERMANY. bbox=[769, 664, 833, 671]
article-text: The present position in Rumania appears to be that, following the resignation of General Averescu, the Premier, an attempt is now to be made to form a Ministry to make peace, from the politicians who were opposed to Rumania's intervention. Moderate Ministers who hope to be able to secure more tolerable terms are said to be in Averescu's opposition ranks. It is stated that M. Marghiloman, who is regarded as the probable Premier, opposes handing over the Dobruja to Bulgaria, but would consent to its being administered jointly by the Central Powers.—Reuter. bbox=[419, 150, 618, 190]
article-text: Count von Hertling, Imperial Chancellor, speaking in the Reichstag, justified the peace terms with Russia, which, he said, were made with the latter's consent. "It is impossible to discuss the Russian and Roumanian terms with the Entente, owing to the enemy's brutal hypocrisy and untruthfulness. Though we have secured peace in the East, the world's peace is not yet. There is not the slightest indication in the speeches of the Entente Powers to abandon their war-work, rather an intention is manifested to continue the terrible struggle until we are destroyed. We will not lose courage on this account, for we have prepared everything ready for further sacrifices, being firm as a rock in our confidence in our splendid command and heroic soldiers. The responsibility for continuance of the war lies with the enemy." There were loud cheers at the conclusion of the speech, mingled with hissing from the Extreme Left.—Aus.-N.Z. Cable Assn. bbox=[743, 115, 859, 232]
headline-5: AIR RAIDS ON GERMANY bbox=[167, 279, 392, 298]
list-item: Semmens, L. E. (B. Farthhing), Oporiki October 25. bbox=[11, 167, 131, 173]
article-headline: RECEPTION TO COLONEL RHODES bbox=[930, 397, 1040, 405]
article-headline: AUSTRALIAN BACON FOR BRITAIN bbox=[929, 499, 1041, 507]
s1-date: London, March 19. bbox=[366, 532, 411, 538]
dateline: New York, March 19. bbox=[685, 506, 735, 512]
c5-sub: SPEECH BY GERMAN CHANCELLOR bbox=[757, 55, 845, 61]
article-headline: REINFORCEMENTS FROM NEW ZEALAND bbox=[632, 747, 729, 763]
article-headline: A LEAGUE OF NATIONS bbox=[948, 152, 1022, 160]
s5-headline: SOVIETS URGED TO RENEW THE FIGHT AGAINST GERMANY bbox=[184, 803, 375, 811]
columns bbox=[8, 31, 1106, 1751]
article-subhead: COMPULSORY MEASURES MAY BE ADOPTED bbox=[930, 280, 1040, 287]
dateline: Stockholm, March 19. bbox=[683, 649, 735, 655]
dateline: (Rec. March 20, 5 p.m.) bbox=[776, 101, 826, 107]
list-item: Nobba, T. J. (F. J. Nobba, Balslew Rd., Lower Hutt), March 18. bbox=[11, 509, 130, 521]
dateline: London, March 19. bbox=[814, 299, 859, 305]
c3-sub: MACKENSEN WILL NOT ALLOW DELAY. bbox=[456, 52, 581, 59]
s7-sub: GRISLY EXPERIENCE OF A DIVER. bbox=[238, 909, 321, 916]
s6-headline: RESISTANCE AGAINST GERMANS IN ODESSA REGION BEING ORGANISED bbox=[164, 842, 395, 850]
dateline: (Rec. March 21, 0.20 a.m.) bbox=[490, 964, 547, 971]
article-headline: GREAT CONGESTION OF TROOPS IN FLANDERS bbox=[444, 1012, 593, 1020]
article-text: The fourteenth list of subscriptions to March 20 in connection with the Wellington city and suburbs Red Triangle Day is as under:—Already acknowledged, £22,257 10s. 6d.; Stewart Timber, G. and H. Co., £100; Sir Joseph Ward (recent purchase of tank and clock), £50; Wellington Trotting Club, £25; Bannatyne and Harris Limited, £25; Wellington Investment Trustee and Agency Co., £25; Harcourt and Mills, £20; pupils Terrace School, £13 9s. 5d.; Miss Baker's School, £13 4s. 3d.; F. Lowe, £10 10s.; G. and W. Young, Ltd., £10 10s.; W.F., £10; Mitchell and King, £10; James Reed, £10; and Wellington Gas Co., £7 17s. 6d.; Northern Assurance Co., £5 5s.; H. Price, £5 5s.; A. Harris and Co., £5 5s.; Dr. L. A. Lion, £5 5s.; Harris and Matthews, £5 5s.; W. E. Morris, £5 5s.; Lees and Church, £5 5s.; J. A. Knowles, £5 5s.; N.Z. Policy Holders' Protection Society, £5 5s.; Smith and Smith, £5; G. Allport, £5; Nichols, Waimapu Road, Hataitai, £5; W. H. Bennett, £5; staff Terrace School, £5 4s.; Bannatyne and Hunter's employees, £4 4s. 6d.; Cliffs Street School, £4 3s. 6d. Total, £25,671 2s. 6d. bbox=[867, 644, 1103, 706]
article-text: Replying to a question in the House of Commons, Mr. J. I. Macpherson, Parliamentary Secretary to the War Office, replying to Mr. Davies, said that such reinforcements had been asked of New Zealand as were necessary to maintain the New Zealand formations at their established strength. Mr. Davies inquired: Are the drafts sufficient to keep up the formations at full strength? Mr. Macpherson: I believe that is the case.—Reuter. bbox=[626, 785, 735, 847]
article-text: The War Cabinet's report on the proceedings of 1917 is contained in a Blue Book of over two hundred pages. It shows that we lent over a million tons of shipping to France, and half a million tons to Italy. Referring to anti-submarine measures the report states that there are now 3400 mine-sweepers and auxiliary patrol craft. The convoy system has proved markedly effective. More than 90 per cent. of Atlantic shipping is now convoyed. Our losses of convoyed ships amount to only 1/2 per cent. The Admiralty believes that between 40 and 50 per cent. of the German submarines operating in home waters in the year period have been captured or destroyed. Our total net reduction of tonnage in ships of over 1600 tons amounted to 2,760,000 tons during the war period up to the end of the year, equalling 15 per cent. of the total.—Aus.-N.Z. Cable Assn. bbox=[626, 108, 735, 220]
article-text: A meeting of members of the House of Commons decided to form a Parliamentary group favourable to a League of Nations.—Aus.-N.Z. Cable Assn. bbox=[867, 244, 1103, 255]
article-text: A Belgian communique states: "After advanced trench elements which the Germans penetrated yesterday in the region of Noorpoort have been recovered. Enemy attempts to approach advanced posts at Berendyk were repulsed. Numerous enemy dead were found in the recaptured trenches."—Aus.-N.Z. Cable Assn. bbox=[419, 978, 618, 1001]
article-text: Four persons, known as Madame Despina Storch, called "The Beautiful Turk", Count de Cleirmont, Madame Nix, and Baron Beaver Smith, will probably be deported to France to reconsider with crime of espionage.—Aus.-N.Z. Cable Assn. bbox=[626, 969, 735, 1003]
article-text: Replying to a deputation from the House of Lords and the House of Commons, urging a general exchange of civilian prisoners, Mr. Lloyd George said it would involve exchanging fourteen thousand Germans for three thousand British. The Government could not accede to the request on military grounds.—Aus.-N.Z. Cable Assn. bbox=[626, 896, 735, 941]
article-headline: SPAIN TO REMAIN NEUTRAL bbox=[939, 358, 1031, 366]
article-text: In the House of Commons Mr. J. F. Hope stated that 3256 officers and men of the Kut-el-Amara garrison had not been heard of since General Townshend's surrender. The authorities state that it is practically certain that all of these died during the hundreds of miles of march across the desert, where no provision was made for food, shelter, or medical treatment. All were very weak owing to the privations of the siege, and many who were suffering from dysentery doubtless fell out on the march and died by the roadside. About a fifth of them were British. All efforts to get information from the Turkish Government had failed.—Aus.-N.Z. Cable Assn. bbox=[743, 305, 859, 384]
